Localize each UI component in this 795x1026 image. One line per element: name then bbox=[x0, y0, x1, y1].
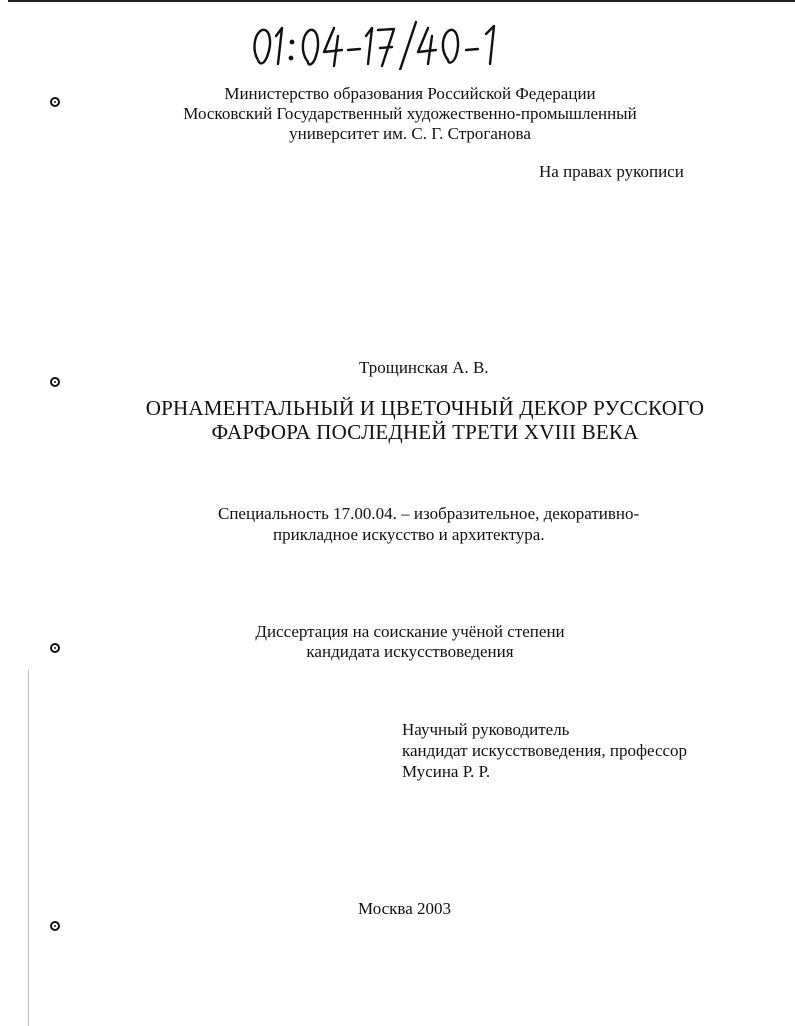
author-name: Трощинская А. В. bbox=[359, 358, 489, 377]
manuscript-note: На правах рукописи bbox=[539, 162, 684, 181]
supervisor-degree: кандидат искусствоведения, профессор bbox=[402, 741, 688, 760]
handwritten-archive-reference bbox=[250, 20, 510, 70]
supervisor-name: Мусина Р. Р. bbox=[402, 762, 491, 781]
dissertation-line2: кандидата искусствоведения bbox=[306, 642, 514, 661]
specialty-line2: прикладное искусство и архитектура. bbox=[273, 525, 545, 544]
thesis-title-line1: ОРНАМЕНТАЛЬНЫЙ И ЦВЕТОЧНЫЙ ДЕКОР РУССКОГО bbox=[145, 396, 705, 420]
punch-hole-icon bbox=[50, 921, 60, 931]
specialty-line1: Специальность 17.00.04. – изобразительное, декоративно- bbox=[218, 504, 640, 523]
place-year: Москва 2003 bbox=[358, 899, 452, 918]
dissertation-line1: Диссертация на соискание учёной степени bbox=[255, 622, 565, 641]
punch-hole-icon bbox=[50, 377, 60, 387]
university-name-line1: Московский Государственный художественно-промышленный bbox=[183, 104, 637, 123]
thesis-title-line2: ФАРФОРА ПОСЛЕДНЕЙ ТРЕТИ XVIII ВЕКА bbox=[211, 420, 639, 444]
scan-top-edge bbox=[8, 0, 795, 2]
ministry-name: Министерство образования Российской Федерации bbox=[224, 84, 596, 103]
university-name-line2: университет им. С. Г. Строганова bbox=[289, 124, 531, 143]
scan-left-edge bbox=[28, 670, 29, 1026]
supervisor-role: Научный руководитель bbox=[402, 720, 570, 739]
